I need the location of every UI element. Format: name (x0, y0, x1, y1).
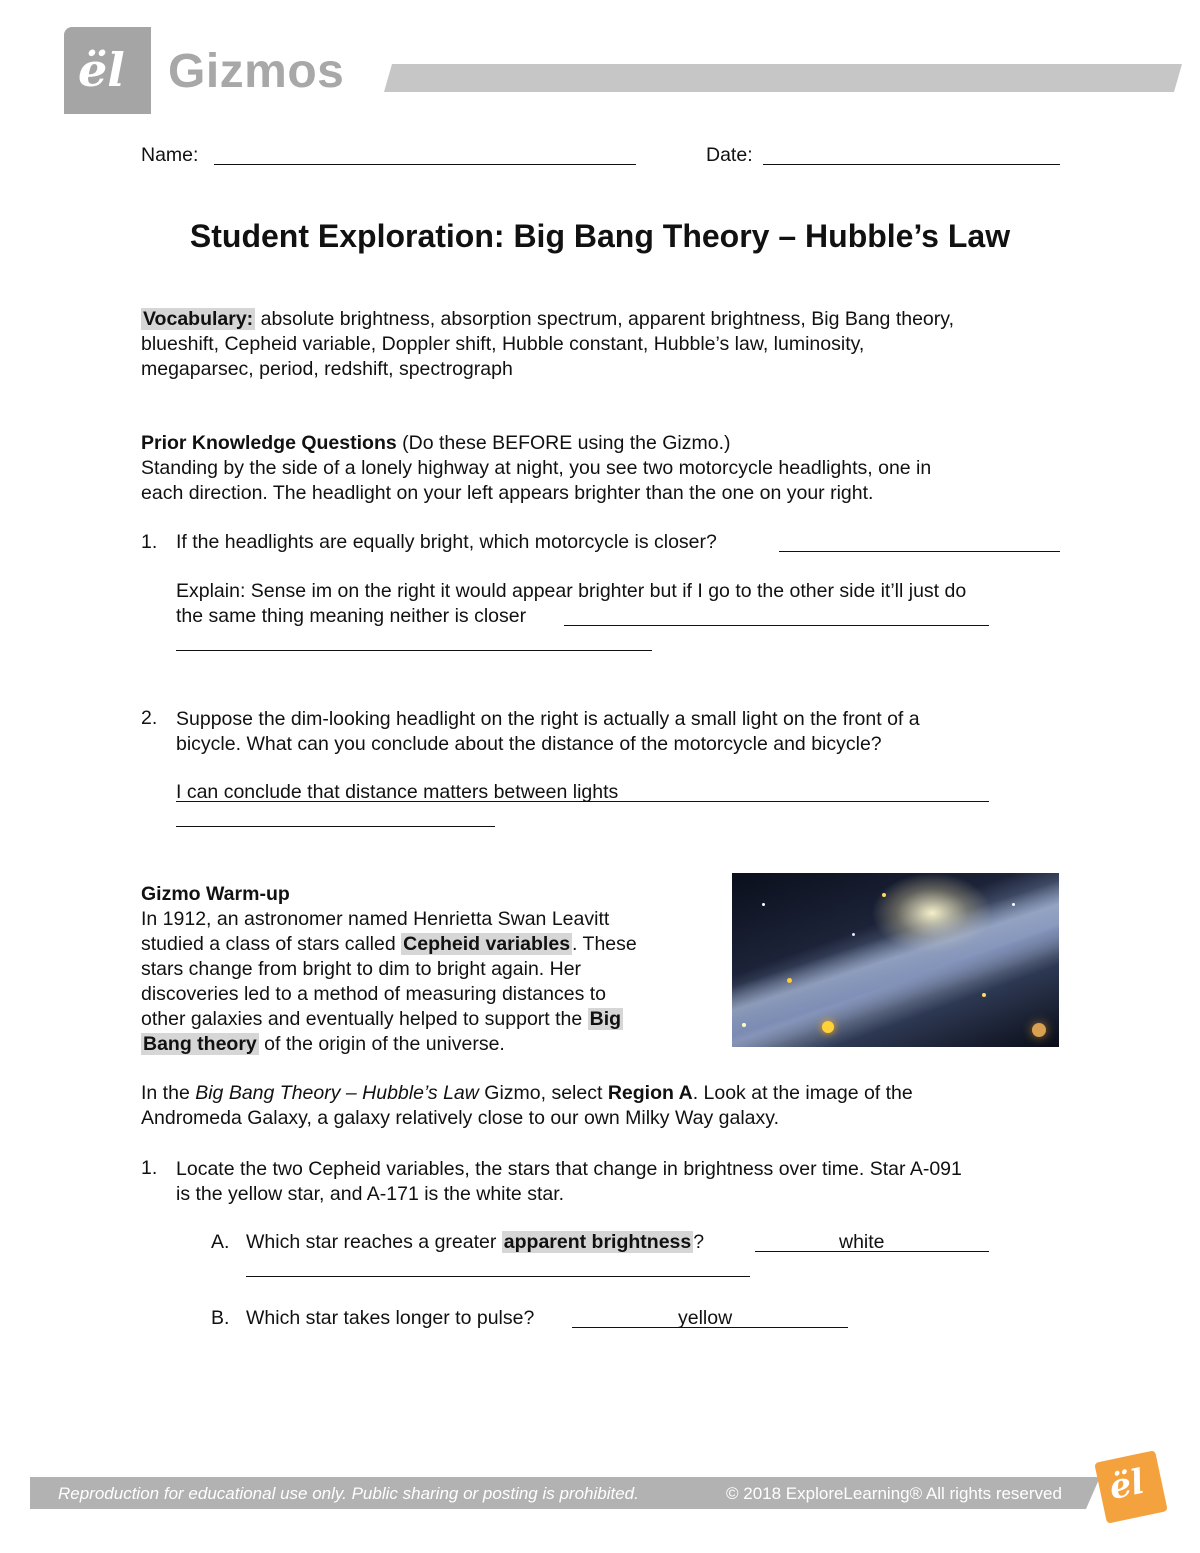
header-bar (384, 64, 1182, 92)
select-line-2: Andromeda Galaxy, a galaxy relatively close to our own Milky Way galaxy. (141, 1107, 779, 1129)
q1-text: If the headlights are equally bright, which motorcycle is closer? (176, 531, 717, 553)
q2-text (176, 707, 1056, 757)
warmup-line-1: In 1912, an astronomer named Henrietta Swan Leavitt (141, 908, 610, 930)
warmup-q1-line-1: Locate the two Cepheid variables, the stars that change in brightness over time. Star A-091 (176, 1158, 962, 1180)
q2-answer-field-2[interactable] (176, 806, 495, 827)
warmup-q1-number: 1. (141, 1157, 158, 1179)
qa-answer-field-2[interactable] (246, 1256, 750, 1277)
q1-explain-field-2[interactable] (176, 630, 652, 651)
q2-text-line-1: Suppose the dim-looking headlight on the right is actually a small light on the front of a (176, 708, 920, 730)
cepheid-term: Cepheid variables (403, 933, 571, 955)
vocabulary-line-1: absolute brightness, absorption spectrum, apparent brightness, Big Bang theory, (255, 308, 954, 330)
date-label: Date: (706, 144, 753, 166)
warmup-section (141, 882, 701, 1057)
warmup-line-4: discoveries led to a method of measuring distances to (141, 983, 607, 1005)
q1-answer-field[interactable] (779, 531, 1060, 552)
page-title: Student Exploration: Big Bang Theory – Hubble’s Law (189, 218, 1011, 254)
warmup-line-3: stars change from bright to dim to bright again. Her (141, 958, 582, 980)
warmup-heading: Gizmo Warm-up (141, 883, 290, 905)
footer-notice: Reproduction for educational use only. Public sharing or posting is prohibited. (58, 1484, 639, 1503)
q1-explain-line-2: the same thing meaning neither is closer (176, 605, 527, 627)
q1-explain-line-1: Explain: Sense im on the right it would appear brighter but if I go to the other side it’ll just do (176, 580, 967, 602)
vocabulary-section (141, 307, 1071, 382)
warmup-q1-line-2: is the yellow star, and A-171 is the white star. (176, 1183, 565, 1205)
qb-text: Which star takes longer to pulse? (246, 1307, 535, 1329)
name-field[interactable] (214, 144, 636, 165)
explorelearning-logo (1094, 1450, 1168, 1524)
qa-answer: white (839, 1231, 885, 1253)
vocabulary-label: Vocabulary: (143, 308, 254, 330)
prior-intro-line-1: Standing by the side of a lonely highway at night, you see two motorcycle headlights, one in (141, 457, 932, 479)
region-instructions (141, 1081, 1071, 1131)
date-field[interactable] (763, 144, 1060, 165)
gizmo-name: Big Bang Theory – Hubble’s Law (195, 1082, 479, 1104)
bang-theory-term: Bang theory (143, 1033, 257, 1055)
q2-number: 2. (141, 707, 158, 729)
qa-letter: A. (211, 1231, 230, 1253)
apparent-brightness-term: apparent brightness (503, 1231, 692, 1253)
region-a: Region A (607, 1082, 693, 1104)
prior-intro-line-2: each direction. The headlight on your left appears brighter than the one on your right. (141, 482, 874, 504)
vocabulary-line-3: megaparsec, period, redshift, spectrograph (141, 358, 513, 380)
warmup-line-6b: of the origin of the universe. (258, 1033, 505, 1055)
qb-answer: yellow (678, 1307, 733, 1329)
prior-heading: Prior Knowledge Questions (141, 432, 397, 454)
warmup-q1-text (176, 1157, 1056, 1207)
qa-text-b: ? (693, 1231, 705, 1253)
prior-knowledge-section (141, 431, 1071, 506)
brand-name: Gizmos (168, 45, 345, 98)
select-a: In the (141, 1082, 196, 1104)
footer-copyright: © 2018 ExploreLearning® All rights reserved (726, 1484, 1062, 1503)
qa-text-a: Which star reaches a greater (246, 1231, 502, 1253)
q1-number: 1. (141, 531, 158, 553)
gizmos-logo (64, 27, 151, 114)
footer-logo-mark: ël (1105, 1461, 1148, 1508)
warmup-line-2a: studied a class of stars called (141, 933, 402, 955)
select-b: Gizmo, select (478, 1082, 608, 1104)
name-label: Name: (141, 144, 199, 166)
vocabulary-line-2: blueshift, Cepheid variable, Doppler shift, Hubble constant, Hubble’s law, luminosity, (141, 333, 865, 355)
q2-text-line-2: bicycle. What can you conclude about the distance of the motorcycle and bicycle? (176, 733, 882, 755)
select-c: . Look at the image of the (692, 1082, 913, 1104)
q2-answer: I can conclude that distance matters between lights (176, 781, 619, 803)
warmup-line-2b: . These (572, 933, 637, 955)
warmup-line-5a: other galaxies and eventually helped to support the (141, 1008, 588, 1030)
qa-text (246, 1231, 704, 1254)
qb-letter: B. (211, 1307, 230, 1329)
big-term: Big (589, 1008, 622, 1030)
logo-mark: ël (78, 43, 125, 97)
andromeda-galaxy-image (732, 873, 1059, 1047)
prior-note: (Do these BEFORE using the Gizmo.) (396, 432, 731, 454)
q1-explain-field[interactable] (564, 605, 989, 626)
